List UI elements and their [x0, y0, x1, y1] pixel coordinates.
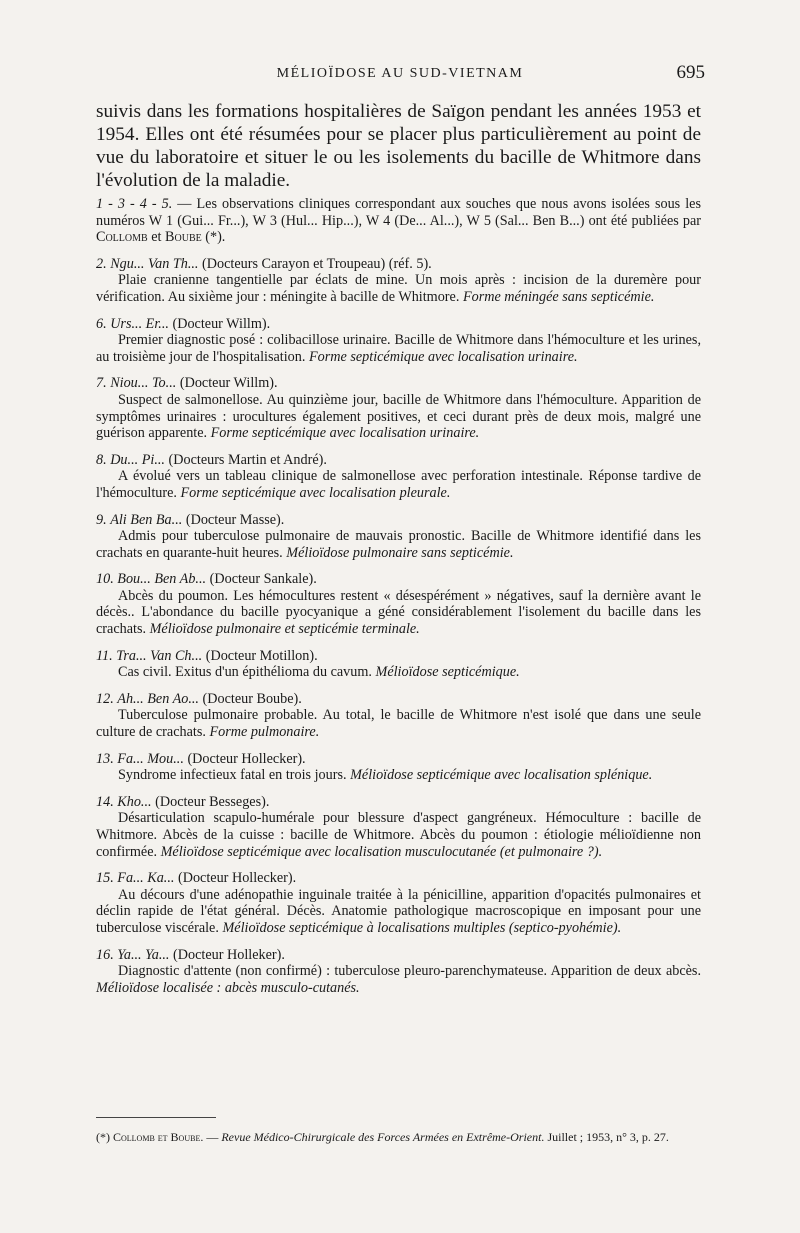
observation-number: 15.	[96, 870, 114, 887]
observation-entry	[96, 316, 701, 366]
patient-name: Ah... Ben Ao...	[117, 690, 199, 707]
doctor: (Docteur Masse).	[185, 511, 285, 528]
footnote-ref: (*).	[205, 229, 226, 246]
observation-body	[96, 468, 701, 501]
running-title: MÉLIOÏDOSE AU SUD-VIETNAM	[276, 66, 524, 81]
observation-heading	[96, 794, 701, 811]
observation-number: 16.	[96, 946, 114, 963]
observation-body	[96, 588, 701, 638]
observation-heading	[96, 316, 701, 333]
clinical-form: Mélioïdose pulmonaire et septicémie terminale.	[149, 621, 420, 638]
clinical-form: Mélioïdose septicémique avec localisation splénique.	[350, 767, 653, 784]
clinical-form: Forme septicémique avec localisation urinaire.	[210, 425, 480, 442]
conjunction: et	[151, 229, 162, 246]
page-number: 695	[676, 62, 705, 83]
observation-text: Tuberculose pulmonaire probable. Au total, le bacille de Whitmore n'est isolé que dans une seule culture de crachats.	[96, 707, 701, 741]
doctor: (Docteur Hollecker).	[177, 870, 297, 887]
patient-name: Niou... To...	[110, 375, 177, 392]
observation-heading	[96, 375, 701, 392]
doctor: (Docteurs Carayon et Troupeau) (réf. 5).	[202, 255, 432, 272]
observation-text: Syndrome infectieux fatal en trois jours.	[118, 767, 347, 784]
doctor: (Docteur Besseges).	[155, 793, 270, 810]
observation-number: 11.	[96, 647, 113, 664]
patient-name: Ngu... Van Th...	[110, 255, 199, 272]
observation-body	[96, 664, 701, 681]
footnote-divider	[96, 1117, 216, 1118]
observation-text: Premier diagnostic posé : colibacillose urinaire. Bacille de Whitmore dans l'hémoculture et les urines, au troisième jour de l'hospitalisation.	[96, 332, 701, 365]
doctor: (Docteur Sankale).	[209, 571, 317, 588]
patient-name: Kho...	[117, 793, 152, 810]
observation-body	[96, 963, 701, 996]
observation-heading	[96, 256, 701, 273]
observation-body	[96, 707, 701, 740]
doctor: (Docteur Willm).	[172, 315, 271, 332]
clinical-form: Forme pulmonaire.	[209, 724, 320, 741]
footnote-mark: (*)	[96, 1130, 110, 1144]
observation-entry	[96, 947, 701, 997]
observation-entry	[96, 256, 701, 306]
clinical-form: Forme septicémique avec localisation pleurale.	[180, 484, 451, 501]
observation-number: 1 - 3 - 4 - 5.	[96, 196, 173, 212]
footnote-dash: —	[206, 1130, 219, 1144]
observation-entry	[96, 794, 701, 860]
observation-text: Abcès du poumon. Les hémocultures restent « désespérément » négatives, sauf la dernière avant le décès.. L'abondance du bacille pyocyanique a géné considérablement l'isolement du bacille dans les crachats.	[96, 587, 701, 638]
clinical-form: Mélioïdose septicémique à localisations multiples (septico-pyohémie).	[222, 919, 622, 936]
patient-name: Du... Pi...	[110, 451, 165, 468]
observation-entry	[96, 870, 701, 936]
observation-body	[96, 767, 701, 784]
patient-name: Urs... Er...	[110, 315, 169, 332]
observation-heading	[96, 571, 701, 588]
observation-heading	[96, 512, 701, 529]
patient-name: Bou... Ben Ab...	[117, 571, 207, 588]
patient-name: Ya... Ya...	[117, 946, 170, 963]
observation-entry	[96, 571, 701, 637]
observation-body	[96, 810, 701, 860]
observation-number: 9.	[96, 511, 107, 528]
doctor: (Docteur Willm).	[179, 375, 278, 392]
observation-text: Cas civil. Exitus d'un épithélioma du cavum.	[118, 664, 372, 681]
footnote-authors: Collomb et Boube.	[113, 1130, 204, 1144]
observation-number: 7.	[96, 375, 107, 392]
clinical-form: Mélioïdose septicémique avec localisation musculocutanée (et pulmonaire ?).	[160, 843, 603, 860]
observation-body	[96, 272, 701, 305]
doctor: (Docteur Boube).	[202, 690, 302, 707]
footnote-journal: Revue Médico-Chirurgicale des Forces Armées en Extrême-Orient.	[221, 1130, 545, 1144]
clinical-form: Mélioïdose septicémique.	[375, 664, 520, 681]
observation-number: 8.	[96, 451, 107, 468]
observation-number: 10.	[96, 571, 114, 588]
observation-text: Plaie cranienne tangentielle par éclats de mine. Un mois après : incision de la duremère pour vérification. Au sixième jour : méningite à bacille de Whitmore.	[96, 272, 701, 305]
intro-paragraph: suivis dans les formations hospitalières de Saïgon pendant les années 1953 et 1954. Elles ont été résumées pour se placer plus particulièrement au point de vue du laboratoire et situer le ou les isolements du bacille de Whitmore dans l'évolution de la maladie.	[96, 101, 701, 191]
observation-number: 12.	[96, 690, 114, 707]
observation-body	[96, 887, 701, 937]
observation-heading	[96, 691, 701, 708]
observation-body	[96, 528, 701, 561]
observation-text: Diagnostic d'attente (non confirmé) : tuberculose pleuro-parenchymateuse. Apparition de deux abcès.	[118, 963, 701, 980]
doctor: (Docteur Motillon).	[205, 647, 318, 664]
observation-text: Au décours d'une adénopathie inguinale traitée à la pénicilline, apparition d'opacités pulmonaires et déclin rapide de l'état général. Décès. Anatomie pathologique macroscopique en imposant pour une tuberculose viscérale.	[96, 886, 701, 936]
observation-entry	[96, 452, 701, 502]
patient-name: Tra... Van Ch...	[116, 647, 203, 664]
doctor: (Docteurs Martin et André).	[168, 451, 327, 468]
observation-heading	[96, 870, 701, 887]
observation-entry	[96, 751, 701, 784]
footnote	[96, 1130, 701, 1145]
doctor: (Docteur Holleker).	[173, 946, 285, 963]
observation-entry	[96, 512, 701, 562]
clinical-form: Mélioïdose pulmonaire sans septicémie.	[286, 544, 514, 561]
observation-1-3-4-5	[96, 196, 701, 246]
observation-text: Désarticulation scapulo-humérale pour blessure d'aspect gangréneux. Hémoculture : bacille de Whitmore. Abcès de la cuisse : bacille de Whitmore. Abcès du poumon : étiologie mélioïdienne non confirmée.	[96, 810, 701, 860]
observation-number: 2.	[96, 255, 107, 272]
observation-number: 6.	[96, 315, 107, 332]
observation-heading	[96, 751, 701, 768]
observation-text: — Les observations cliniques correspondant aux souches que nous avons isolées sous les numéros W 1 (Gui... Fr...), W 3 (Hul... Hip...), W 4 (De... Al...), W 5 (Sal... Ben B...) ont été publiées par	[96, 196, 701, 229]
observation-heading	[96, 452, 701, 469]
clinical-form: Forme méningée sans septicémie.	[462, 288, 655, 305]
doctor: (Docteur Hollecker).	[187, 750, 306, 767]
clinical-form: Mélioïdose localisée : abcès musculo-cutanés.	[96, 979, 360, 996]
observation-text: Admis pour tuberculose pulmonaire de mauvais pronostic. Bacille de Whitmore identifié dans les crachats en quarante-huit heures.	[96, 528, 701, 561]
author-boube: Boube	[165, 229, 202, 246]
observation-entry	[96, 691, 701, 741]
observation-number: 14.	[96, 793, 114, 810]
patient-name: Ali Ben Ba...	[110, 511, 183, 528]
observation-heading	[96, 648, 701, 665]
author-collomb: Collomb	[96, 229, 148, 246]
observation-text: A évolué vers un tableau clinique de salmonellose avec perforation intestinale. Réponse tardive de l'hémoculture.	[96, 468, 701, 501]
observation-body	[96, 332, 701, 365]
footnote-date: Juillet ; 1953, n° 3, p. 27.	[547, 1130, 669, 1144]
observation-heading	[96, 947, 701, 964]
observation-entry	[96, 648, 701, 681]
observation-body	[96, 392, 701, 442]
observation-number: 13.	[96, 750, 114, 767]
clinical-form: Forme septicémique avec localisation urinaire.	[308, 348, 578, 365]
observations-list	[96, 196, 701, 1006]
patient-name: Fa... Ka...	[117, 870, 175, 887]
observation-entry	[96, 375, 701, 441]
observation-text: Suspect de salmonellose. Au quinzième jour, bacille de Whitmore dans l'hémoculture. Apparition de symptômes urinaires : urocultures également positives, et ceci durant près de deux mois, malgré une guérison apparente.	[96, 391, 701, 442]
patient-name: Fa... Mou...	[117, 750, 184, 767]
